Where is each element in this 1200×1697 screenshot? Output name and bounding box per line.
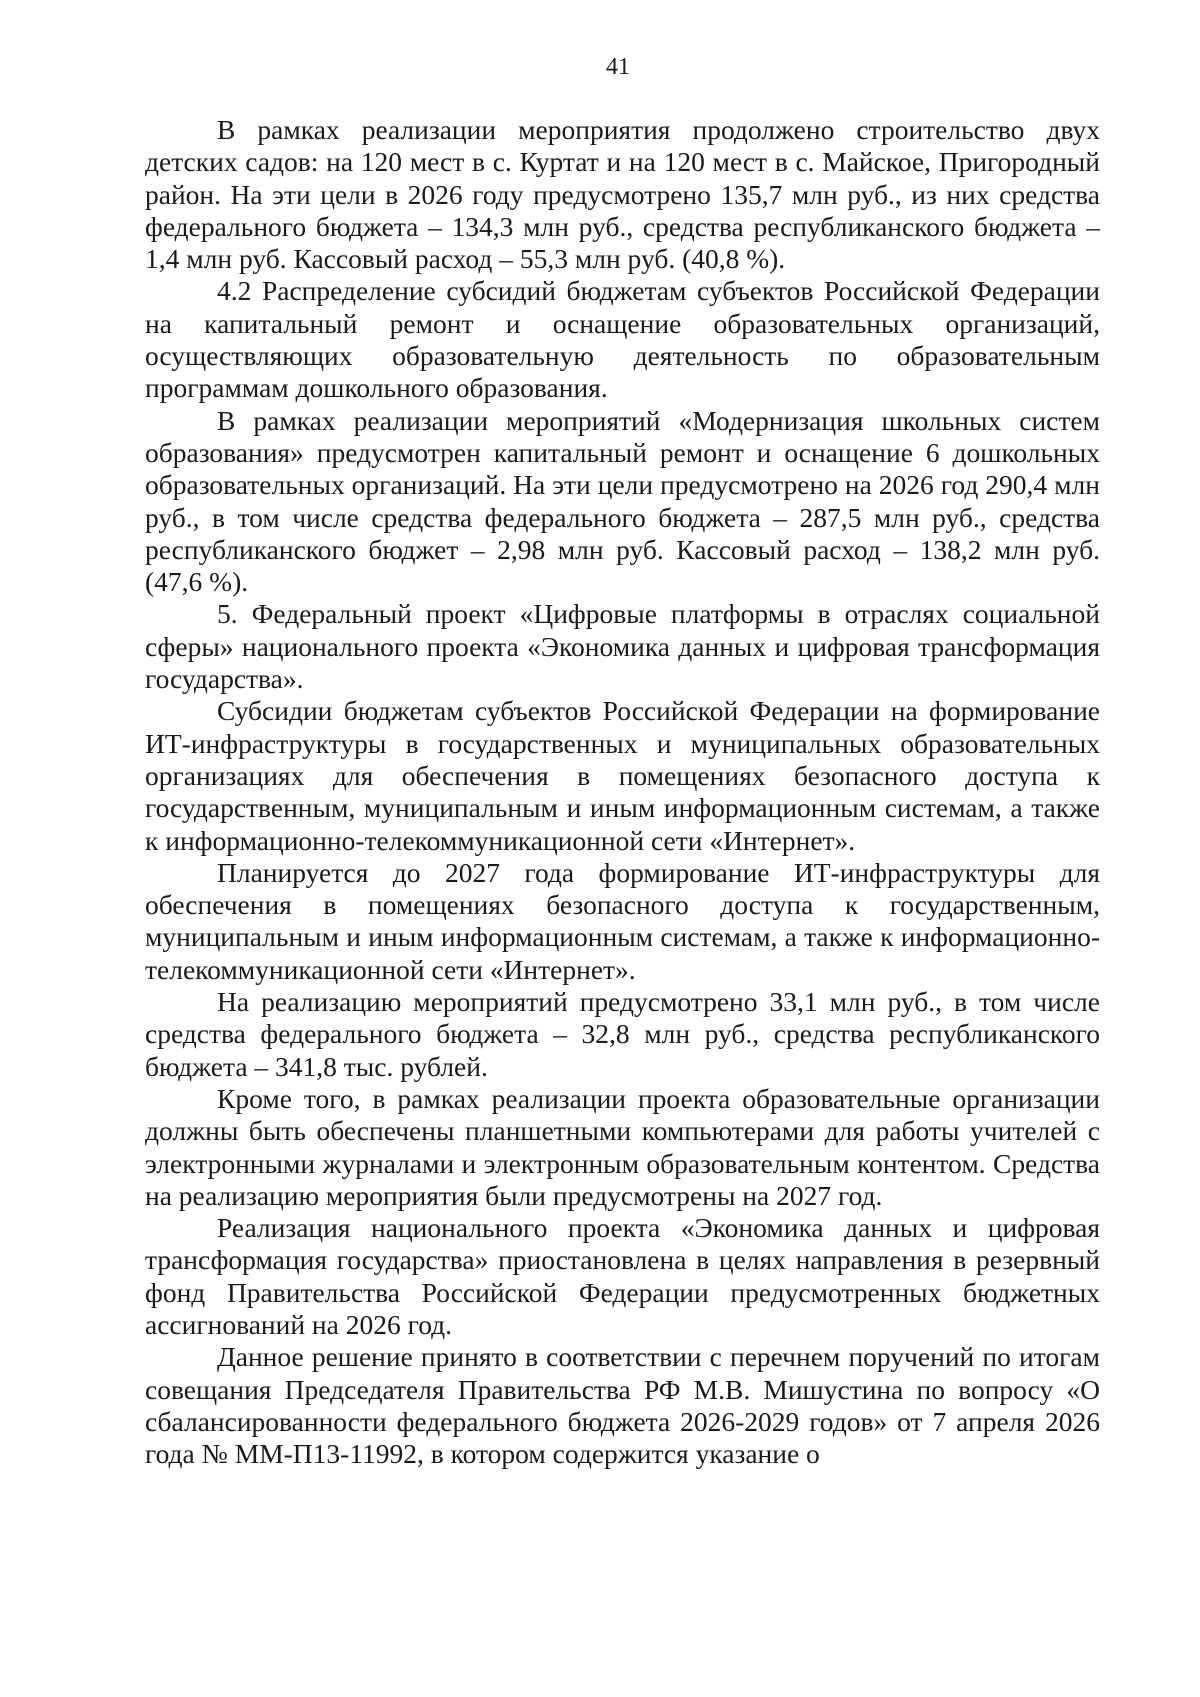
paragraph-section-4-2: 4.2 Распределение субсидий бюджетам субъектов Российской Федерации на капитальный ремонт и оснащение образовательных организаций, осуществляющих образовательную деятельность по образовательным программам дошкольного образования. xyxy=(145,275,1100,404)
paragraph-planned: Планируется до 2027 года формирование ИТ-инфраструктуры для обеспечения в помещениях безопасного доступа к государственным, муниципальным и иным информационным системам, а также к информационно-телекоммуникационной сети «Интернет». xyxy=(145,856,1100,985)
paragraph-kindergartens: В рамках реализации мероприятия продолжено строительство двух детских садов: на 120 мест в с. Куртат и на 120 мест в с. Майское, Пригородный район. На эти цели в 2026 году предусмотрено 135,7 млн руб., из них средства федерального бюджета – 134,3 млн руб., средства республиканского бюджета – 1,4 млн руб. Кассовый расход – 55,3 млн руб. (40,8 %). xyxy=(145,114,1100,275)
paragraph-tablets: Кроме того, в рамках реализации проекта образовательные организации должны быть обеспечены планшетными компьютерами для работы учителей с электронными журналами и электронным образовательным контентом. Средства на реализацию мероприятия были предусмотрены на 2027 год. xyxy=(145,1082,1100,1211)
page-number: 41 xyxy=(606,54,630,80)
paragraph-subsidies: Субсидии бюджетам субъектов Российской Федерации на формирование ИТ-инфраструктуры в государственных и муниципальных образовательных организациях для обеспечения в помещениях безопасного доступа к государственным, муниципальным и иным информационным системам, а также к информационно-телекоммуникационной сети «Интернет». xyxy=(145,695,1100,856)
paragraph-decision: Данное решение принято в соответствии с перечнем поручений по итогам совещания Председателя Правительства РФ М.В. Мишустина по вопросу «О сбалансированности федерального бюджета 2026-2029 годов» от 7 апреля 2026 года № ММ-П13-11992, в котором содержится указание о xyxy=(145,1341,1100,1470)
document-body xyxy=(145,114,1100,1470)
paragraph-section-5: 5. Федеральный проект «Цифровые платформы в отраслях социальной сферы» национального проекта «Экономика данных и цифровая трансформация государства». xyxy=(145,598,1100,695)
paragraph-school-modernization: В рамках реализации мероприятий «Модернизация школьных систем образования» предусмотрен капитальный ремонт и оснащение 6 дошкольных образовательных организаций. На эти цели предусмотрено на 2026 год 290,4 млн руб., в том числе средства федерального бюджета – 287,5 млн руб., средства республиканского бюджет – 2,98 млн руб. Кассовый расход – 138,2 млн руб. (47,6 %). xyxy=(145,404,1100,598)
paragraph-funding: На реализацию мероприятий предусмотрено 33,1 млн руб., в том числе средства федерального бюджета – 32,8 млн руб., средства республиканского бюджета – 341,8 тыс. рублей. xyxy=(145,986,1100,1082)
paragraph-suspension: Реализация национального проекта «Экономика данных и цифровая трансформация государства» приостановлена в целях направления в резервный фонд Правительства Российской Федерации предусмотренных бюджетных ассигнований на 2026 год. xyxy=(145,1212,1100,1340)
